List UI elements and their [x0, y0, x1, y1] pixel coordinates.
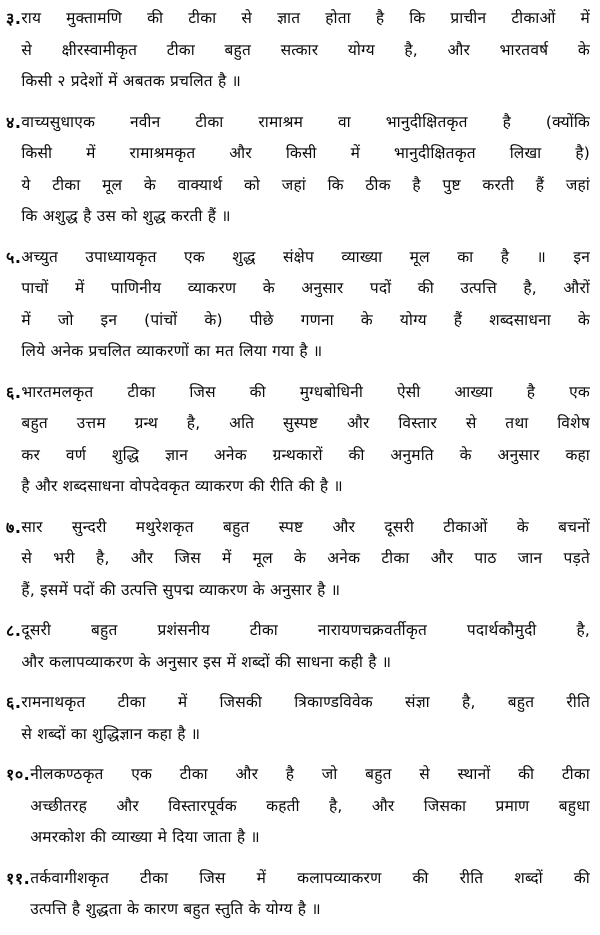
text-line: भारतमलकृत टीका जिस की मुग्धबोधिनी ऐसी आख्या है एक — [21, 382, 590, 401]
entry-number: ६. — [6, 382, 22, 402]
text-line: तर्कवागीशकृत टीका जिस में कलापव्याकरण की रीति शब्दों की — [30, 868, 590, 887]
text-line: अमरकोश की व्याख्या मे दिया जाता है ॥ — [30, 828, 260, 846]
text-line: और कलापव्याकरण के अनुसार इस में शब्दों की साधना कही है ॥ — [21, 652, 392, 671]
text-line: से भरी है, और जिस में मूल के अनेक टीका और पाठ जान पड़ते — [21, 549, 590, 567]
numbered-entry — [6, 242, 590, 368]
numbered-entry — [6, 107, 590, 233]
entry-text — [21, 687, 590, 750]
entry-spacer — [6, 503, 590, 512]
text-line: बहुत उत्तम ग्रन्थ है, अति सुस्पष्ट और विस्तार से तथा विशेष — [21, 414, 590, 432]
entry-number: १०. — [6, 765, 31, 784]
entry-number: ४. — [6, 112, 22, 132]
entry-spacer — [6, 854, 590, 863]
text-line: अच्छीतरह और विस्तारपूर्वक कहती है, और जिसका प्रमाण बहुधा — [30, 796, 590, 815]
text-line: अच्युत उपाध्यायकृत एक शुद्ध संक्षेप व्याख्या मूल का है ॥ इन — [21, 247, 590, 266]
text-line: सार सुन्दरी मथुरेशकृत बहुत स्पष्ट और दूसरी टीकाओं के बचनों — [21, 517, 590, 536]
text-line: राय मुक्तामणि की टीका से ज्ञात होता है कि प्राचीन टीकाओं में — [21, 9, 590, 27]
entry-text — [21, 107, 590, 233]
text-line: वाच्यसुधाएक नवीन टीका रामाश्रम वा भानुदीक्षितकृत है (क्योंकि — [21, 112, 590, 131]
numbered-entry — [6, 863, 590, 926]
entry-number: ७. — [6, 517, 22, 537]
text-line: उत्पत्ति है शुद्धता के कारण बहुत स्तुति के योग्य है ॥ — [30, 900, 321, 918]
text-line: लिये अनेक प्रचलित व्याकरणों का मत लिया गया है ॥ — [21, 342, 323, 360]
entry-spacer — [6, 233, 590, 242]
numbered-entry — [6, 687, 590, 750]
entry-spacer — [6, 98, 590, 107]
entry-text — [21, 615, 590, 678]
entry-number: ३. — [6, 9, 22, 28]
numbered-entry — [6, 377, 590, 503]
text-line: से शब्दों का शुद्धिज्ञान कहा है ॥ — [21, 724, 201, 743]
text-line: कि अशुद्ध है उस को शुद्ध करती हैं ॥ — [21, 207, 231, 225]
entry-spacer — [6, 678, 590, 687]
entry-number: ११. — [6, 868, 31, 888]
entry-number: ८. — [6, 621, 22, 640]
numbered-entry — [6, 615, 590, 678]
entry-number: ६. — [6, 693, 22, 712]
text-line: रामनाथकृत टीका में जिसकी त्रिकाण्डविवेक संज्ञा है, बहुत रीति — [21, 693, 590, 711]
numbered-entry — [6, 759, 590, 854]
text-line: ये टीका मूल के वाक्यार्थ को जहां कि ठीक है पुष्ट करती हैं जहां — [21, 175, 590, 194]
text-line: हैं, इसमें पदों की उत्पत्ति सुपद्म व्याकरण के अनुसार है ॥ — [21, 580, 341, 599]
entry-text — [21, 242, 590, 368]
text-line: है और शब्दसाधना वोपदेवकृत व्याकरण की रीति की है ॥ — [21, 477, 343, 495]
entry-spacer — [6, 606, 590, 615]
text-line: किसी २ प्रदेशों में अबतक प्रचलित है ॥ — [21, 72, 242, 90]
entry-text — [21, 3, 590, 98]
entry-text — [21, 377, 590, 503]
text-line: पाचों में पाणिनीय व्याकरण के अनुसार पदों की उत्पत्ति है, औरों — [21, 279, 590, 297]
numbered-entry — [6, 3, 590, 98]
numbered-entry — [6, 512, 590, 607]
entry-text — [21, 512, 590, 607]
entry-spacer — [6, 750, 590, 759]
text-line: किसी में रामाश्रमकृत और किसी में भानुदीक्षितकृत लिखा है) — [21, 144, 590, 162]
entry-text — [30, 759, 590, 854]
text-line: दूसरी बहुत प्रशंसनीय टीका नारायणचक्रवर्तीकृत पदार्थकौमुदी है, — [21, 621, 590, 639]
entry-text — [30, 863, 590, 926]
text-line: नीलकण्ठकृत एक टीका और है जो बहुत से स्थानों की टीका — [30, 765, 590, 783]
entry-number: ५. — [6, 247, 22, 267]
entry-spacer — [6, 368, 590, 377]
text-line: कर वर्ण शुद्धि ज्ञान अनेक ग्रन्थकारों की अनुमति के अनुसार कहा — [21, 445, 590, 464]
text-line: से क्षीरस्वामीकृत टीका बहुत सत्कार योग्य है, और भारतवर्ष के — [21, 40, 590, 59]
text-line: में जो इन (पांचों के) पीछे गणना के योग्य हैं शब्दसाधना के — [21, 310, 590, 329]
